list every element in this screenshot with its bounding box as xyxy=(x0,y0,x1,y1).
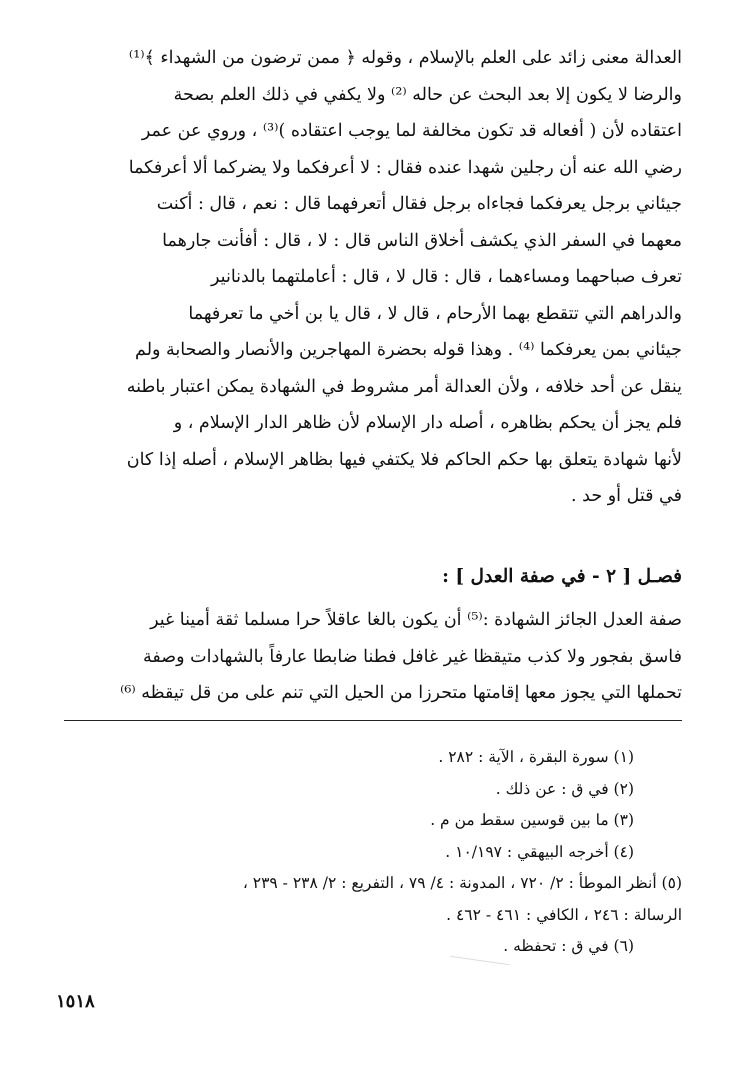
text-line: رضي الله عنه أن رجلين شهدا عنده فقال : لا أعرفكما ولا يضركما ألا أعرفكما xyxy=(128,157,682,178)
text-line: اعتقاده لأن ( أفعاله قد تكون مخالفة لما يوجب اعتقاده )⁽³⁾ ، وروي عن عمر xyxy=(141,121,682,141)
text-line: جيئاني برجل يعرفكما فجاءاه برجل فقال أتعرفهما قال : نعم ، قال : أكنت xyxy=(156,194,682,214)
text-line: لأنها شهادة يتعلق بها حكم الحاكم فلا يكتفي فيها بظاهر الإسلام ، أصله إذا كان xyxy=(126,449,682,470)
footnote: (٢) في ق : عن ذلك . xyxy=(495,779,634,798)
second-text-block xyxy=(60,602,682,712)
text-line: فاسق بفجور ولا كذب متيقظا غير غافل فطنا ضابطا عارفاً بالشهادات وصفة xyxy=(143,646,682,667)
footnote: (٦) في ق : تحفظه . xyxy=(503,937,634,955)
text-line: تعرف صباحهما ومساءهما ، قال : قال لا ، قال : أعاملتهما بالدنانير xyxy=(211,267,682,287)
text-line: والدراهم التي تتقطع بهما الأرحام ، قال لا ، قال يا بن أخي ما تعرفهما xyxy=(188,303,682,324)
footnote: (٤) أخرجه البيهقي : ١٠/١٩٧ . xyxy=(445,842,634,861)
section-heading: فصـل [ ٢ - في صفة العدل ] : xyxy=(442,566,682,587)
text-line: العدالة معنى زائد على العلم بالإسلام ، وقوله ﴿ ممن ترضون من الشهداء ﴾⁽¹⁾ xyxy=(128,48,682,68)
text-line: صفة العدل الجائز الشهادة :⁽⁵⁾ أن يكون بالغا عاقلاً حرا مسلما ثقة أمينا غير xyxy=(150,610,682,630)
text-line: في قتل أو حد . xyxy=(571,486,682,506)
text-line: فلم يجز أن يحكم بظاهره ، أصله دار الإسلام لأن ظاهر الدار الإسلام ، و xyxy=(173,413,682,433)
text-line: والرضا لا يكون إلا بعد البحث عن حاله ⁽²⁾ ولا يكفي في ذلك العلم بصحة xyxy=(173,84,682,105)
footnotes xyxy=(60,742,682,963)
footnote-divider xyxy=(64,720,682,721)
text-line: تحملها التي يجوز معها إقامتها متحرزا من الحيل التي تنم على من قل تيقظه ⁽⁶⁾ xyxy=(120,683,682,703)
footnote: (١) سورة البقرة ، الآية : ٢٨٢ . xyxy=(438,748,634,766)
footnote: (٥) أنظر الموطأ : ٢/ ٧٢٠ ، المدونة : ٤/ ٧٩ ، التفريع : ٢/ ٢٣٨ - ٢٣٩ ، xyxy=(242,874,682,892)
footnote: (٣) ما بين قوسين سقط من م . xyxy=(430,811,634,829)
text-line: ينقل عن أحد خلافه ، ولأن العدالة أمر مشروط في الشهادة يمكن اعتبار باطنه xyxy=(126,376,682,397)
text-line: جيئاني بمن يعرفكما ⁽⁴⁾ . وهذا قوله بحضرة المهاجرين والأنصار والصحابة ولم xyxy=(135,340,682,360)
text-line: معهما في السفر الذي يكشف أخلاق الناس قال : لا ، قال : أفأنت جارهما xyxy=(162,230,682,251)
main-text-block xyxy=(60,40,682,515)
page-number: ١٥١٨ xyxy=(56,991,95,1012)
footnote-continuation: الرسالة : ٢٤٦ ، الكافي : ٤٦١ - ٤٦٢ . xyxy=(446,905,682,924)
